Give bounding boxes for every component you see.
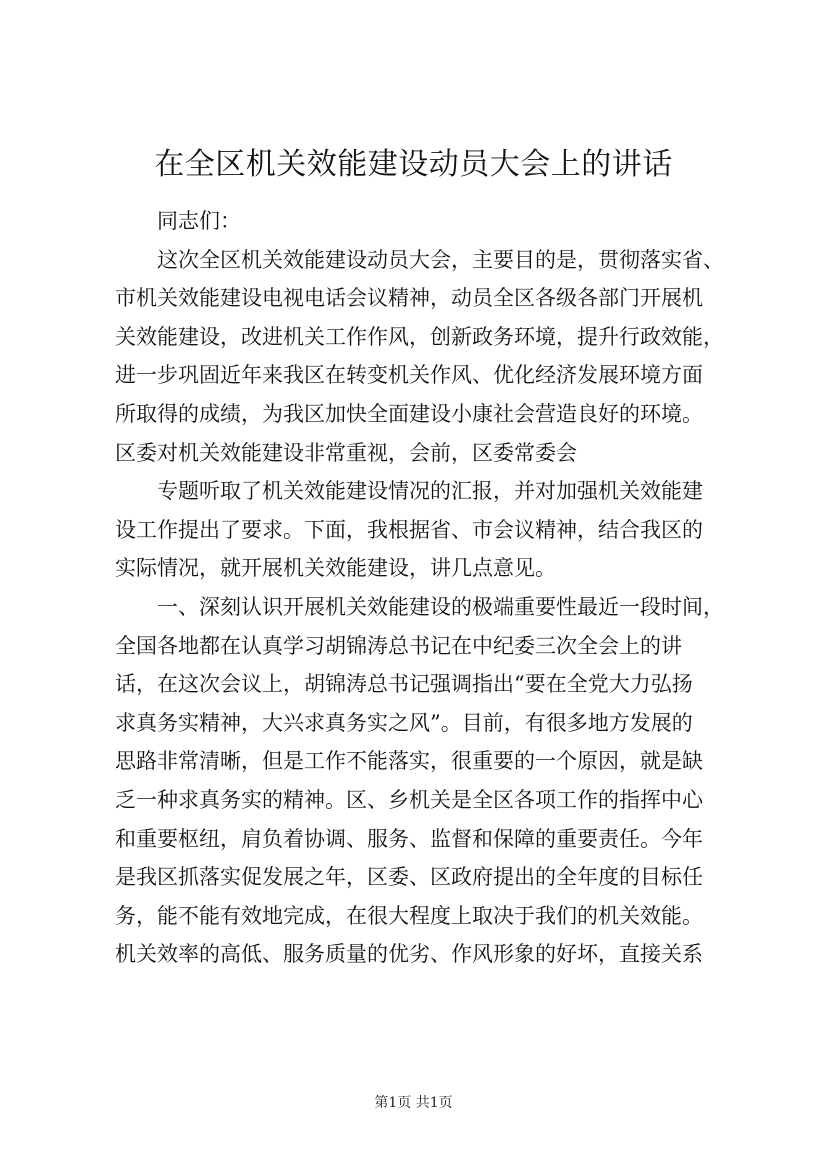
paragraph-line: 求真务实精神，大兴求真务实之风”。目前，有很多地方发展的 bbox=[115, 710, 693, 735]
paragraph-line: 进一步巩固近年来我区在转变机关作风、优化经济发展环境方面 bbox=[115, 363, 703, 388]
paragraph-line: 全国各地都在认真学习胡锦涛总书记在中纪委三次全会上的讲 bbox=[115, 633, 682, 658]
paragraph-line: 乏一种求真务实的精神。区、乡机关是全区各项工作的指挥中心 bbox=[115, 787, 703, 812]
paragraph-line: 区委对机关效能建设非常重视，会前，区委常委会 bbox=[115, 440, 577, 465]
paragraph-line: 所取得的成绩，为我区加快全面建设小康社会营造良好的环境。 bbox=[115, 401, 703, 426]
paragraph-line: 话，在这次会议上，胡锦涛总书记强调指出“要在全党大力弘扬 bbox=[115, 672, 693, 697]
paragraph-line: 专题听取了机关效能建设情况的汇报，并对加强机关效能建 bbox=[157, 479, 703, 504]
paragraph-line: 机关效率的高低、服务质量的优劣、作风形象的好坏，直接关系 bbox=[115, 942, 703, 967]
paragraph-line: 关效能建设，改进机关工作作风，创新政务环境，提升行政效能， bbox=[115, 324, 724, 349]
document-title: 在全区机关效能建设动员大会上的讲话 bbox=[154, 147, 673, 182]
paragraph-line: 思路非常清晰，但是工作不能落实，很重要的一个原因，就是缺 bbox=[115, 749, 703, 774]
document-body bbox=[115, 202, 740, 974]
paragraph-line: 这次全区机关效能建设动员大会，主要目的是，贯彻落实省、 bbox=[157, 247, 724, 272]
section-heading-line: 一、深刻认识开展机关效能建设的极端重要性最近一段时间， bbox=[157, 594, 724, 619]
page-number-footer: 第1页 共1页 bbox=[374, 1095, 453, 1111]
paragraph-line: 实际情况，就开展机关效能建设，讲几点意见。 bbox=[115, 556, 556, 581]
paragraph-line: 务，能不能有效地完成，在很大程度上取决于我们的机关效能。 bbox=[115, 903, 703, 928]
paragraph-line: 是我区抓落实促发展之年，区委、区政府提出的全年度的目标任 bbox=[115, 865, 703, 890]
paragraph-line: 市机关效能建设电视电话会议精神，动员全区各级各部门开展机 bbox=[115, 286, 703, 311]
paragraph-line: 和重要枢纽，肩负着协调、服务、监督和保障的重要责任。今年 bbox=[115, 826, 703, 851]
paragraph-line: 设工作提出了要求。下面，我根据省、市会议精神，结合我区的 bbox=[115, 517, 703, 542]
salutation: 同志们： bbox=[157, 209, 241, 233]
